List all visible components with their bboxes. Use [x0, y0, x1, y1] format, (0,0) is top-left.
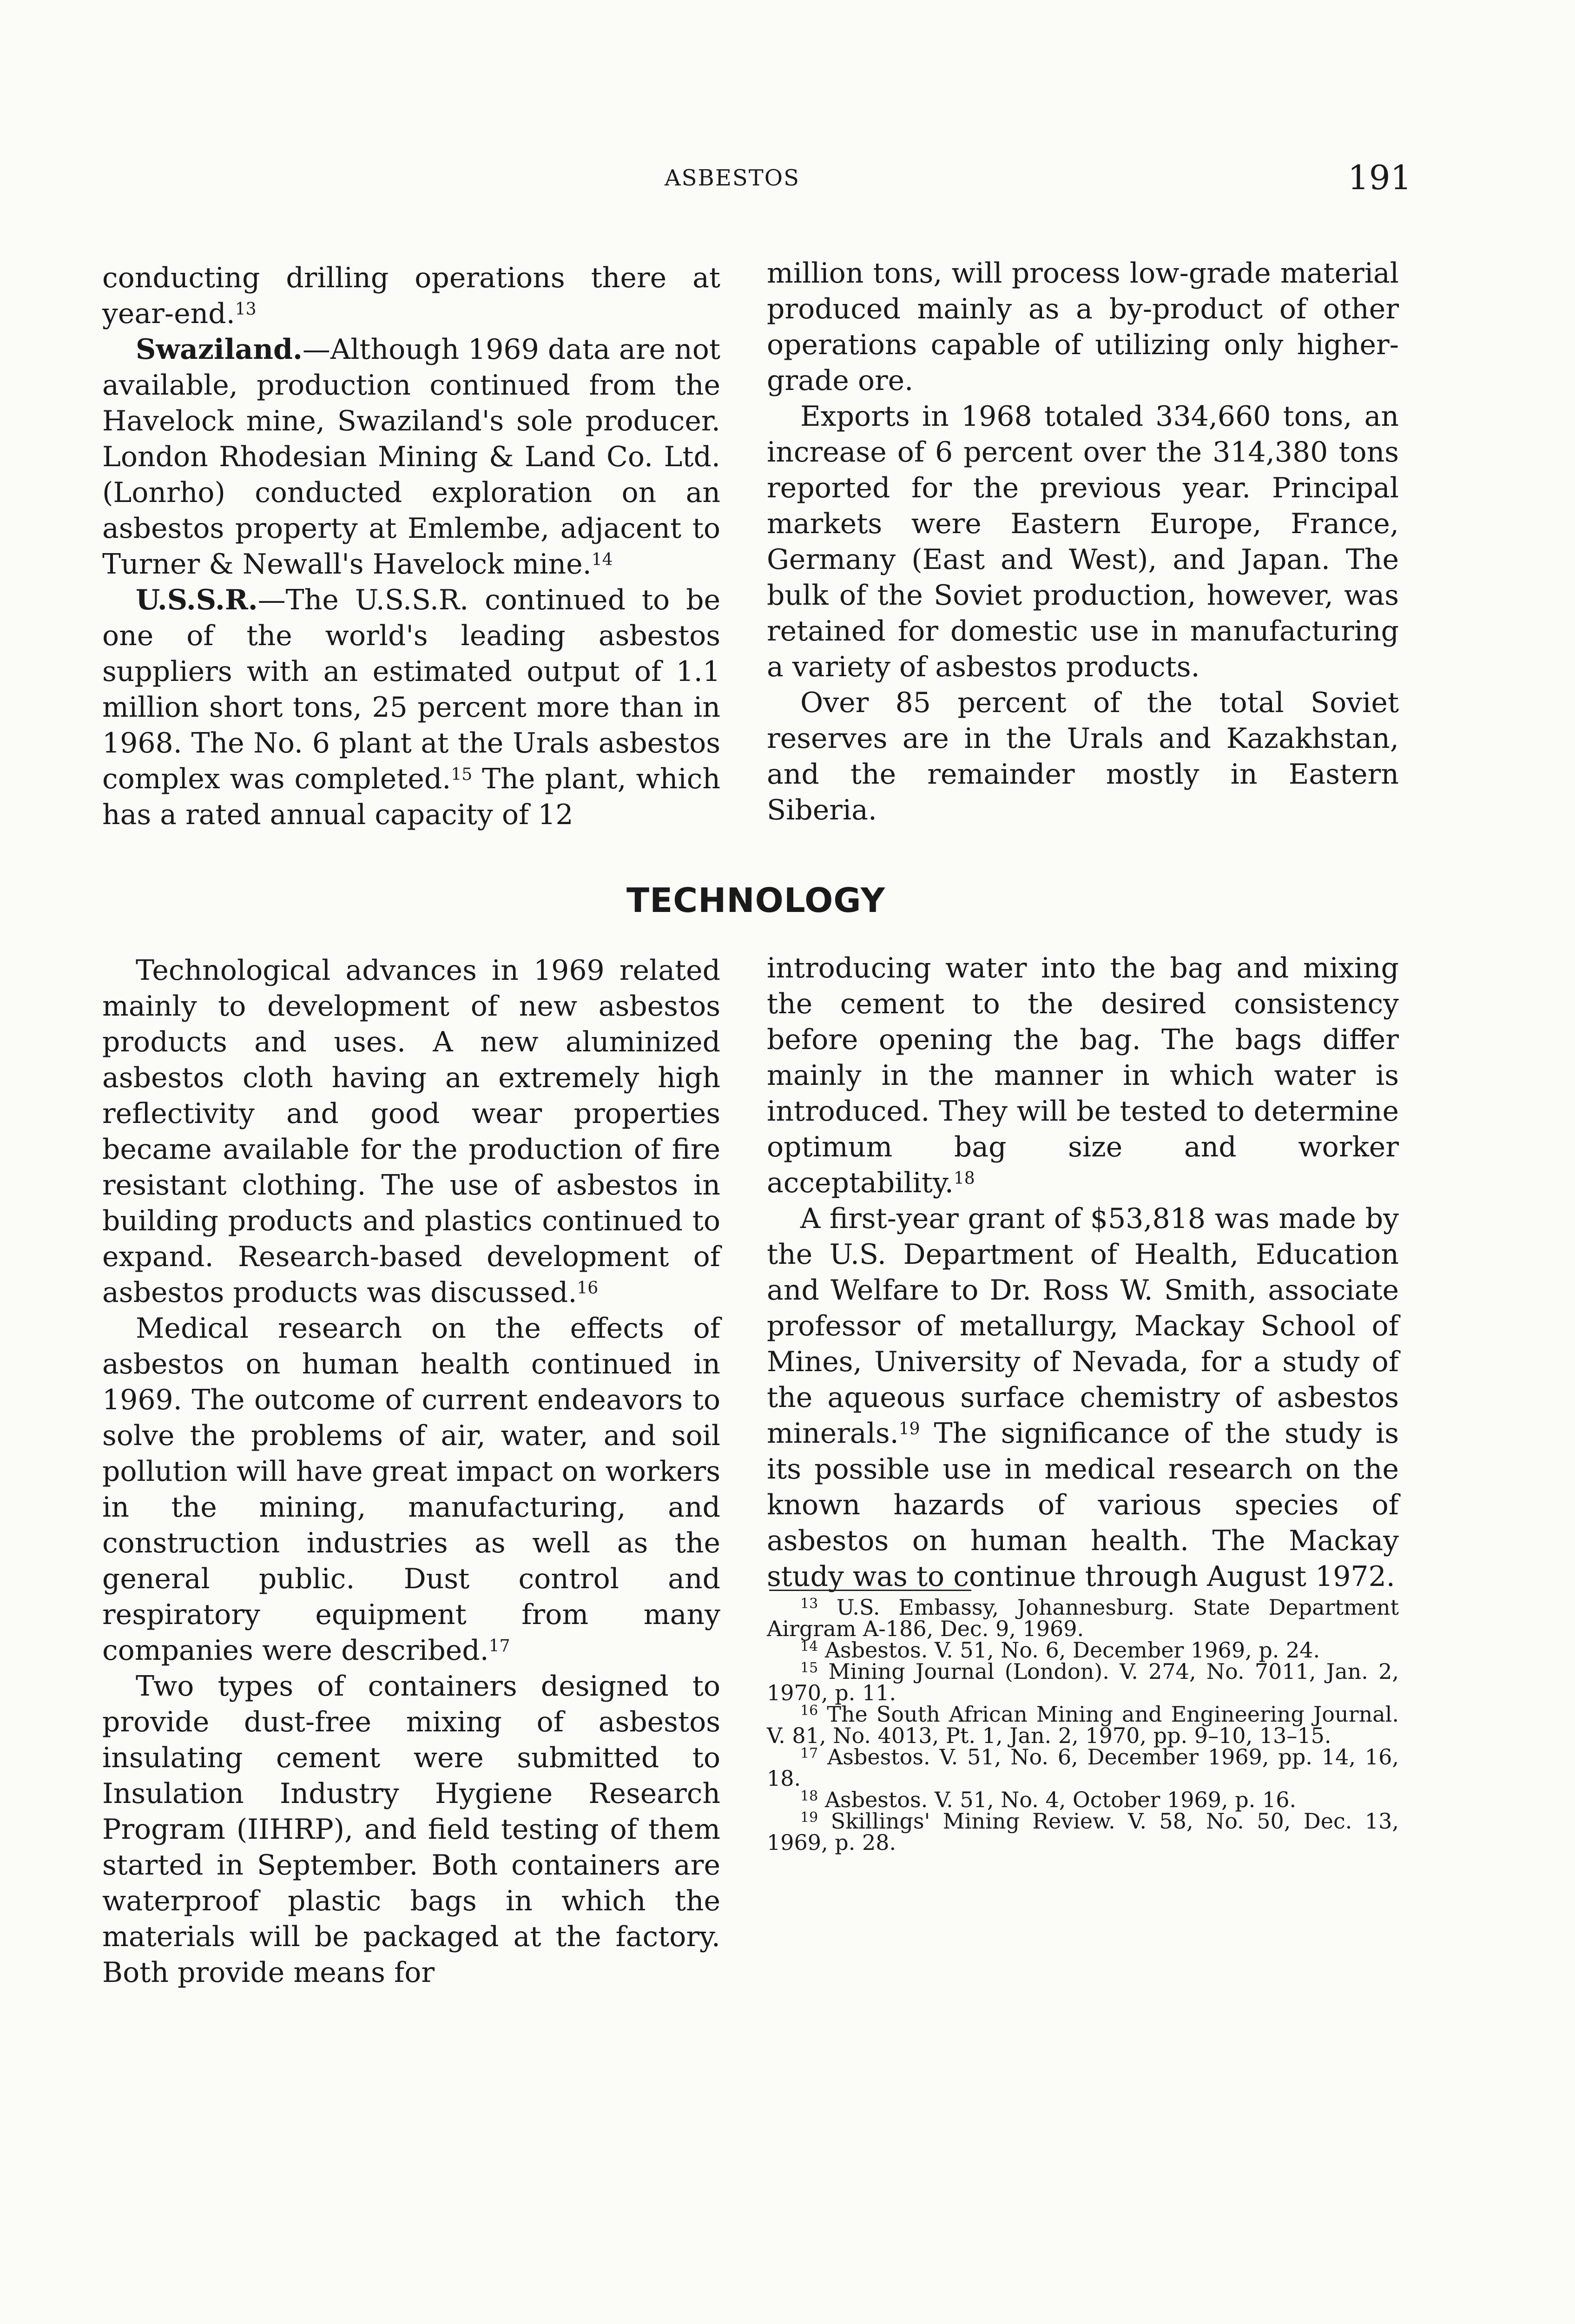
footnote: $^{16}$ The South African Mining and Engineering Journal. V. 81, No. 4013, Pt. 1, Jan. 2, 1970, pp. 9–10, 13–15. [767, 1702, 1399, 1748]
section-heading: TECHNOLOGY [626, 881, 886, 920]
run-in-heading: U.S.S.R. [136, 584, 258, 616]
footnote-ref: 17 [488, 1637, 510, 1656]
footnote: $^{13}$ U.S. Embassy, Johannesburg. State Department Airgram A-186, Dec. 9, 1969. [767, 1595, 1399, 1641]
page-number: 191 [1348, 158, 1412, 197]
run-in-heading: Swaziland. [136, 333, 303, 366]
footnote: $^{19}$ Skillings' Mining Review. V. 58, No. 50, Dec. 13, 1969, p. 28. [767, 1809, 1399, 1855]
footnote: $^{17}$ Asbestos. V. 51, No. 6, December 1969, pp. 14, 16, 18. [767, 1744, 1399, 1791]
footnote-ref: 14 [591, 550, 613, 569]
column-top-right [767, 256, 1399, 828]
footnote-ref: 13 [235, 300, 257, 319]
footnote-ref: 19 [898, 1419, 920, 1439]
paragraph: Technological advances in 1969 related mainly to development of new asbestos products and uses. A new aluminized asbestos cloth having an extremely high reflectivity and good wear properties became available for the production of fire resistant clothing. The use of asbestos in building products and plastics continued to expand. Research-based development of asbestos products was discussed.$^{16}$ [102, 954, 720, 1309]
footnote: $^{18}$ Asbestos. V. 51, No. 4, October 1969, p. 16. [800, 1787, 1297, 1812]
paragraph: Two types of containers designed to provide dust-free mixing of asbestos insulating cement were submitted to Insulation Industry Hygiene Research Program (IIHRP), and field testing of them started in September. Both containers are waterproof plastic bags in which the materials will be packaged at the factory. Both provide means for [102, 1670, 720, 1989]
paragraph: conducting drilling operations there at year-end.$^{13}$ [102, 262, 720, 330]
footnote-ref: 18 [953, 1169, 975, 1188]
footnote-rule [769, 1590, 971, 1591]
running-head: ASBESTOS [665, 165, 800, 191]
paragraph-ussr: U.S.S.R.—The U.S.S.R. continued to be one of the world's leading asbestos suppliers with an estimated output of 1.1 million short tons, 25 percent more than in 1968. The No. 6 plant at the Urals asbestos complex was completed.$^{15}$ The plant, which has a rated annual capacity of 12 [102, 584, 720, 831]
paragraph: Exports in 1968 totaled 334,660 tons, an increase of 6 percent over the 314,380 tons reported for the previous year. Principal markets were Eastern Europe, France, Germany (East and West), and Japan. The bulk of the Soviet production, however, was retained for domestic use in manufacturing a variety of asbestos products. [767, 400, 1399, 683]
paragraph: million tons, will process low-grade material produced mainly as a by-product of other operations capable of utilizing only higher-grade ore. [767, 257, 1399, 397]
footnote: $^{14}$ Asbestos. V. 51, No. 6, December 1969, p. 24. [800, 1637, 1320, 1663]
column-bottom-left [102, 953, 720, 1991]
footnote-ref: 16 [577, 1279, 599, 1298]
paragraph-swaziland: Swaziland.—Although 1969 data are not available, production continued from the Havelock mine, Swaziland's sole producer. London Rhodesian Mining & Land Co. Ltd. (Lonrho) conducted exploration on an asbestos property at Emlembe, adjacent to Turner & Newall's Havelock mine.$^{14}$ [102, 333, 720, 581]
paragraph: Medical research on the effects of asbestos on human health continued in 1969. The outcome of current endeavors to solve the problems of air, water, and soil pollution will have great impact on workers in the mining, manufacturing, and construction industries as well as the general public. Dust control and respiratory equipment from many companies were described.$^{17}$ [102, 1312, 720, 1667]
paragraph: Over 85 percent of the total Soviet reserves are in the Urals and Kazakhstan, and the remainder mostly in Eastern Siberia. [767, 687, 1399, 826]
footnote: $^{15}$ Mining Journal (London). V. 274, No. 7011, Jan. 2, 1970, p. 11. [767, 1659, 1399, 1705]
footnotes [767, 1597, 1399, 1853]
paragraph: introducing water into the bag and mixing the cement to the desired consistency before opening the bag. The bags differ mainly in the manner in which water is introduced. They will be tested to determine optimum bag size and worker acceptability.$^{18}$ [767, 952, 1399, 1199]
footnote-ref: 15 [451, 765, 473, 784]
column-top-left [102, 260, 720, 833]
paragraph: A first-year grant of $53,818 was made by the U.S. Department of Health, Education and Welfare to Dr. Ross W. Smith, associate professor of metallurgy, Mackay School of Mines, University of Nevada, for a study of the aqueous surface chemistry of asbestos minerals.$^{19}$ The significance of the study is its possible use in medical research on the known hazards of various species of asbestos on human health. The Mackay study was to continue through August 1972. [767, 1202, 1399, 1593]
column-bottom-right [767, 951, 1399, 1595]
